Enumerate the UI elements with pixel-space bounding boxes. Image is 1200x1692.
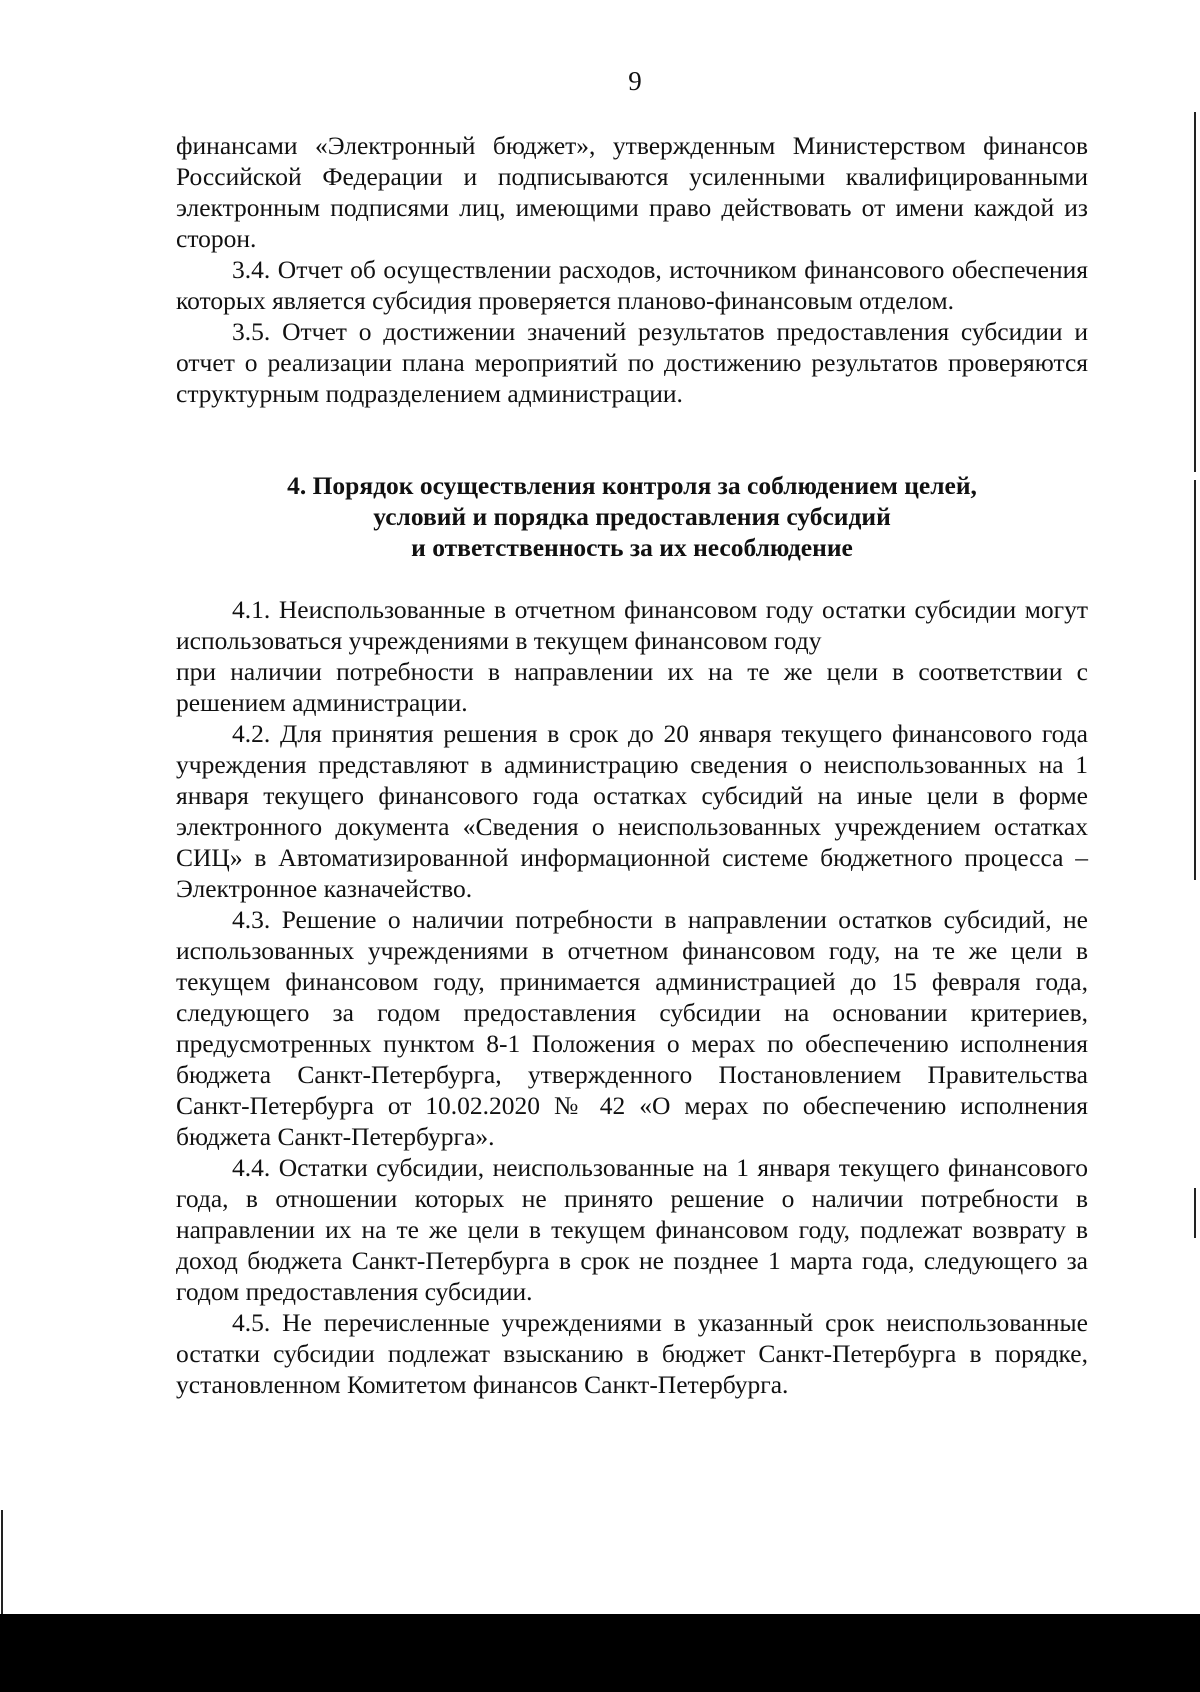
scan-bottom-bar [0, 1614, 1200, 1692]
paragraph-3-5: 3.5. Отчет о достижении значений результатов предоставления субсидии и отчет о реализации плана мероприятий по достижению результатов проверяются структурным подразделением администрации. [176, 317, 1088, 408]
text-block-top [176, 130, 1088, 409]
text-block-bottom [176, 594, 1088, 1400]
paragraph-4-2: 4.2. Для принятия решения в срок до 20 января текущего финансового года учреждения представляют в администрацию сведения о неиспользованных на 1 января текущего финансового года остатках субсидий на иные цели в форме электронного документа «Сведения о неиспользованных учреждением остатках СИЦ» в Автоматизированной информационной системе бюджетного процесса – Электронное казначейство. [176, 719, 1088, 903]
section-heading [176, 470, 1088, 563]
scan-edge-mark [1, 1510, 3, 1620]
paragraph-4-1: 4.1. Неиспользованные в отчетном финансовом году остатки субсидии могут использоваться учреждениями в текущем финансовом году [176, 595, 1088, 655]
section-heading-line-3: и ответственность за их несоблюдение [411, 533, 853, 562]
paragraph-4-1-continuation: при наличии потребности в направлении их на те же цели в соответствии с решением администрации. [176, 657, 1088, 717]
paragraph-4-5: 4.5. Не перечисленные учреждениями в указанный срок неиспользованные остатки субсидии подлежат взысканию в бюджет Санкт-Петербурга в порядке, установленном Комитетом финансов Санкт-Петербурга. [176, 1308, 1088, 1399]
scan-edge-mark [1194, 112, 1196, 472]
page-number: 9 [628, 66, 642, 96]
paragraph-continuation: финансами «Электронный бюджет», утвержденным Министерством финансов Российской Федерации и подписываются усиленными квалифицированными электронным подписями лиц, имеющими право действовать от имени каждой из сторон. [176, 131, 1088, 253]
paragraph-4-3: 4.3. Решение о наличии потребности в направлении остатков субсидий, не использованных учреждениями в отчетном финансовом году, на те же цели в текущем финансовом году, принимается администрацией до 15 февраля года, следующего за годом предоставления субсидии на основании критериев, предусмотренных пунктом 8-1 Положения о мерах по обеспечению исполнения бюджета Санкт-Петербурга, утвержденного Постановлением Правительства Санкт-Петербурга от 10.02.2020 № 42 «О мерах по обеспечению исполнения бюджета Санкт-Петербурга». [176, 905, 1088, 1151]
paragraph-4-4: 4.4. Остатки субсидии, неиспользованные на 1 января текущего финансового года, в отношении которых не принято решение о наличии потребности в направлении их на те же цели в текущем финансовом году, подлежат возврату в доход бюджета Санкт-Петербурга в срок не позднее 1 марта года, следующего за годом предоставления субсидии. [176, 1153, 1088, 1306]
paragraph-3-4: 3.4. Отчет об осуществлении расходов, источником финансового обеспечения которых является субсидия проверяется планово-финансовым отделом. [176, 255, 1088, 315]
section-heading-line-2: условий и порядка предоставления субсидий [373, 502, 891, 531]
scan-edge-mark [1194, 480, 1196, 880]
section-heading-line-1: 4. Порядок осуществления контроля за соблюдением целей, [287, 471, 977, 500]
scan-edge-mark [1194, 1188, 1196, 1238]
